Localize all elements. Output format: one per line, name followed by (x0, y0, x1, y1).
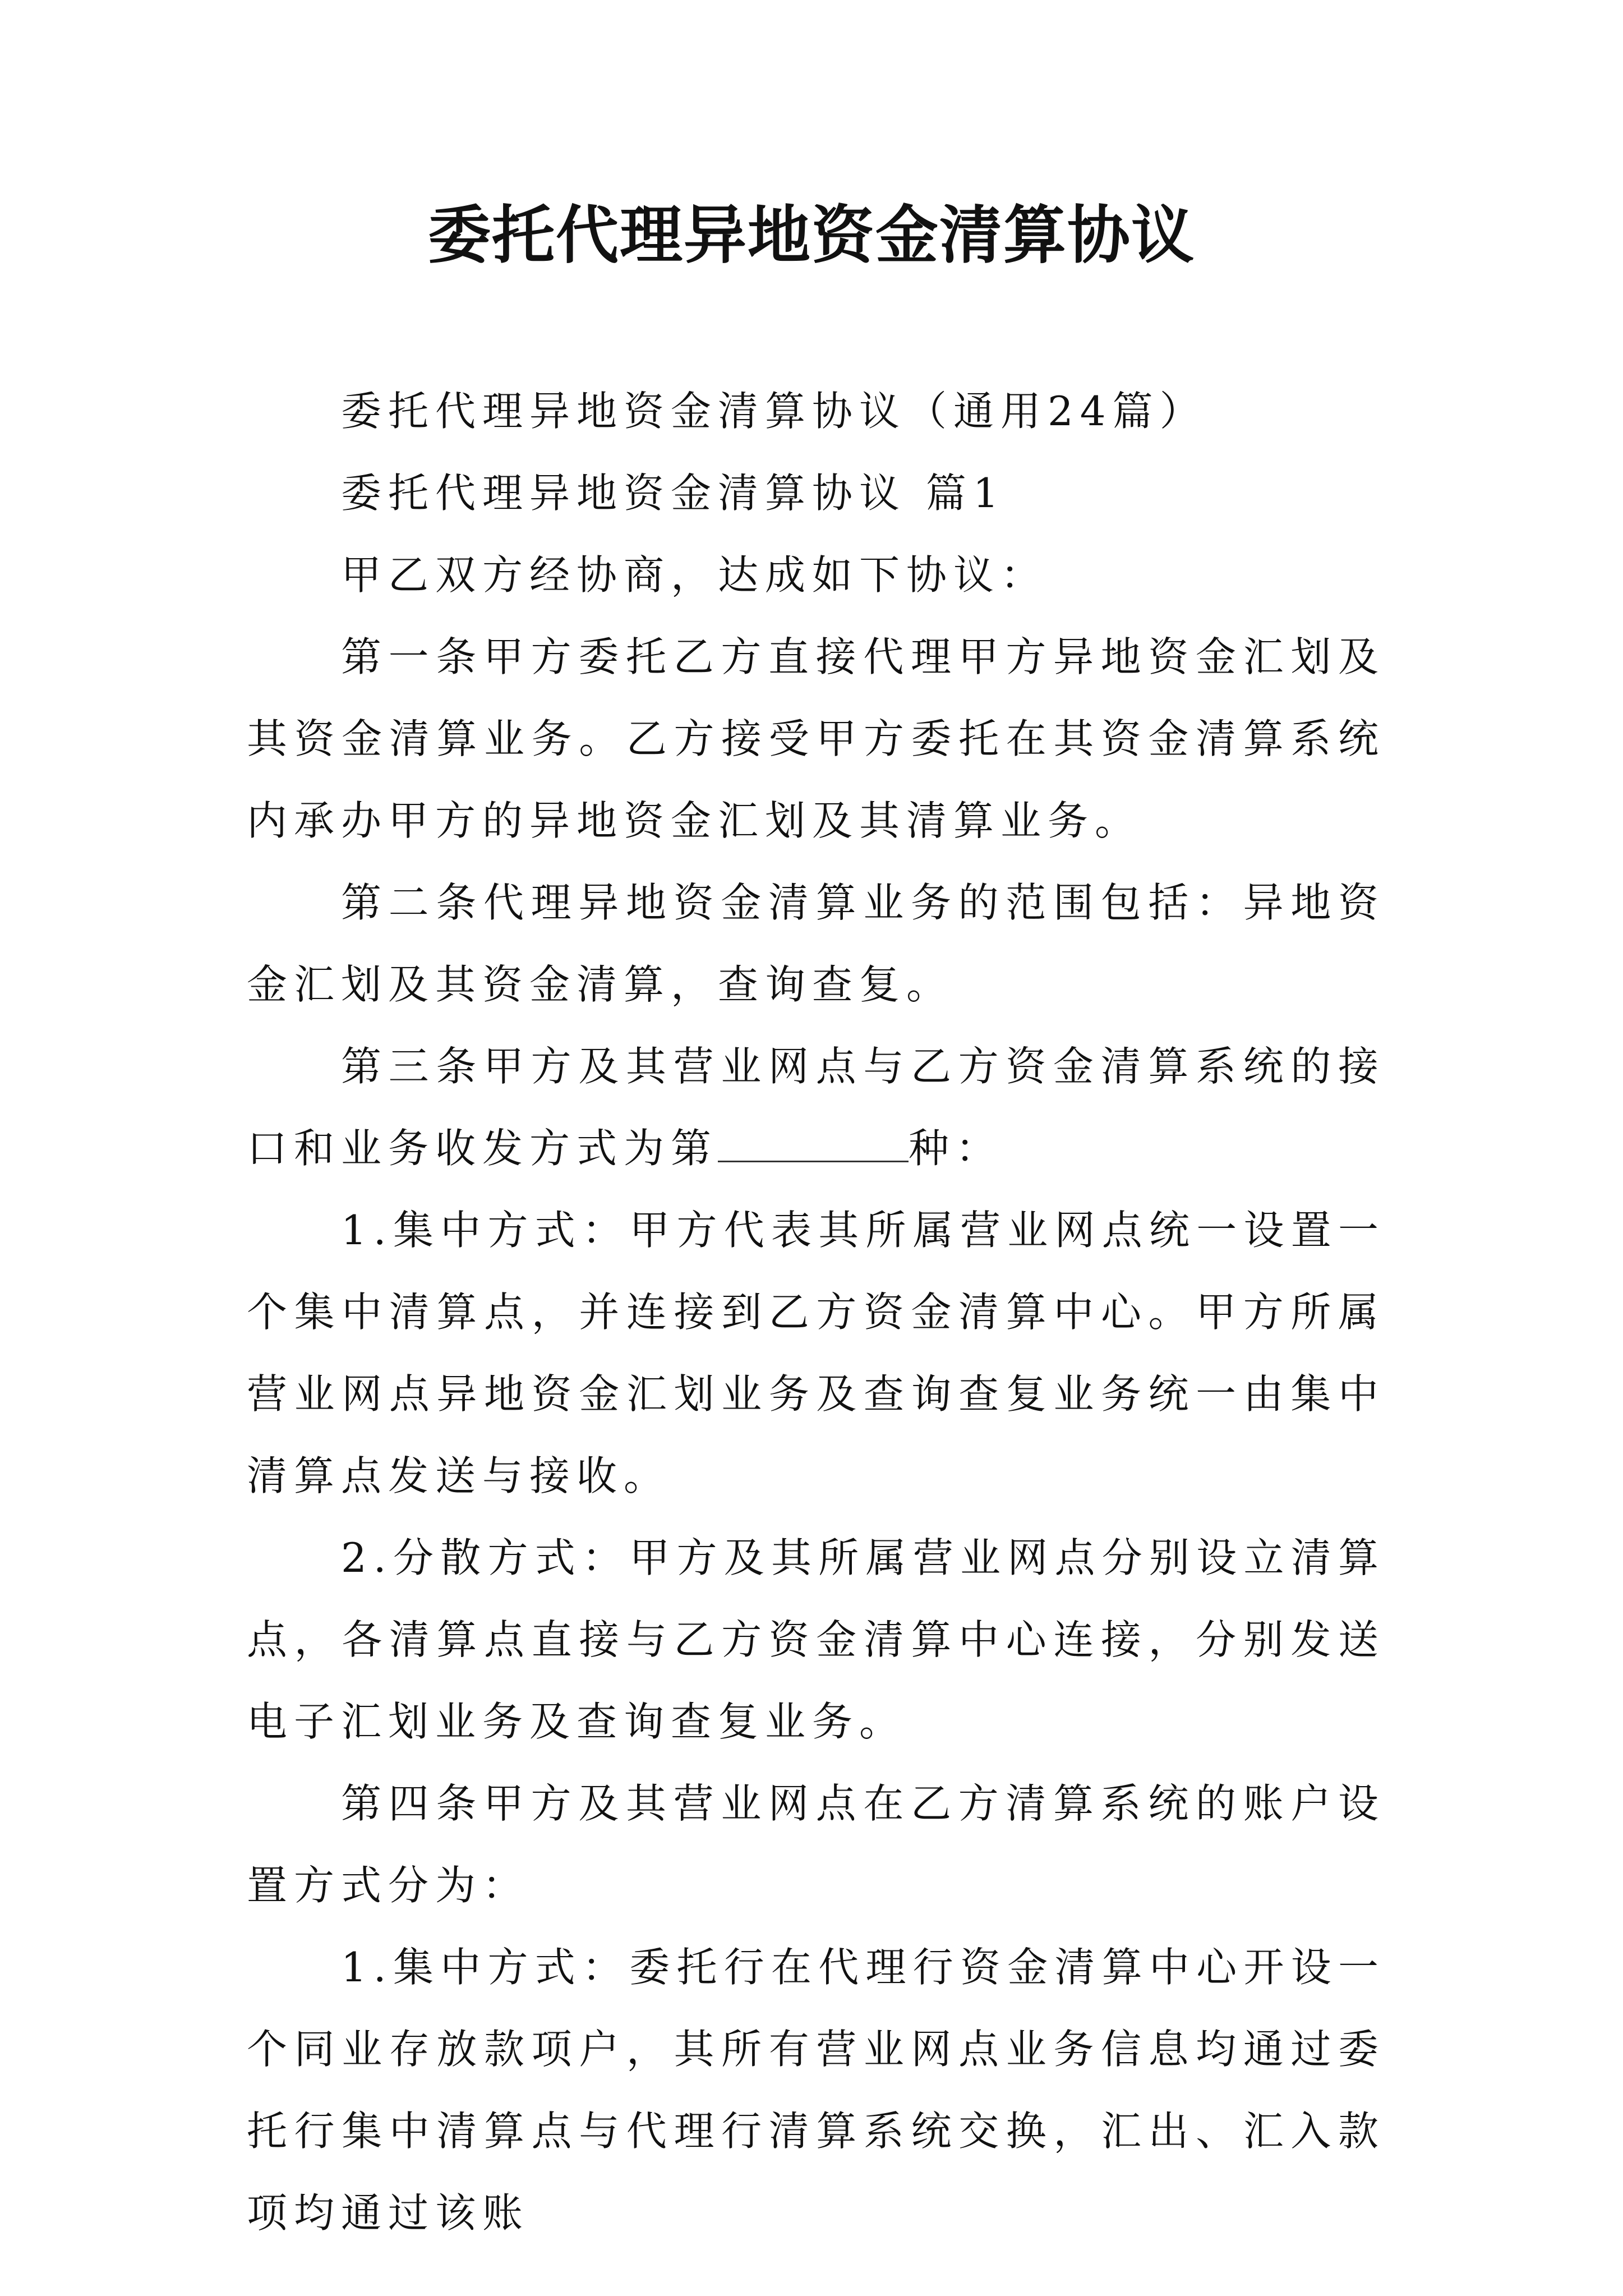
paragraph-distributed-method: 2.分散方式：甲方及其所属营业网点分别设立清算点，各清算点直接与乙方资金清算中心连接，分别发送电子汇划业务及查询查复业务。 (247, 1534, 1385, 1745)
article-3-text: 第三条甲方及其营业网点与乙方资金清算系统的接口和业务收发方式为第 (247, 1043, 1385, 1172)
document-body (247, 370, 1385, 2254)
paragraph-article-1: 第一条甲方委托乙方直接代理甲方异地资金汇划及其资金清算业务。乙方接受甲方委托在其资金清算系统内承办甲方的异地资金汇划及其清算业务。 (247, 633, 1385, 844)
document-subtitle: 委托代理异地资金清算协议（通用24篇） (341, 388, 1207, 435)
article-3-suffix: 种： (909, 1125, 1003, 1172)
fill-in-blank (718, 1127, 909, 1162)
paragraph-article-4: 第四条甲方及其营业网点在乙方清算系统的账户设置方式分为： (247, 1780, 1385, 1909)
paragraph-account-centralized: 1.集中方式：委托行在代理行资金清算中心开设一个同业存放款项户，其所有营业网点业务信息均通过委托行集中清算点与代理行清算系统交换，汇出、汇入款项均通过该账 (247, 1944, 1385, 2237)
paragraph-centralized-method: 1.集中方式：甲方代表其所属营业网点统一设置一个集中清算点，并连接到乙方资金清算中心。甲方所属营业网点异地资金汇划业务及查询查复业务统一由集中清算点发送与接收。 (247, 1207, 1385, 1499)
section-heading: 委托代理异地资金清算协议 篇1 (341, 470, 1006, 517)
paragraph-intro: 甲乙双方经协商，达成如下协议： (341, 551, 1048, 599)
paragraph-article-3 (247, 1025, 1385, 1189)
paragraph-article-2: 第二条代理异地资金清算业务的范围包括：异地资金汇划及其资金清算，查询查复。 (247, 879, 1385, 1008)
document-title: 委托代理异地资金清算协议 (428, 199, 1195, 272)
